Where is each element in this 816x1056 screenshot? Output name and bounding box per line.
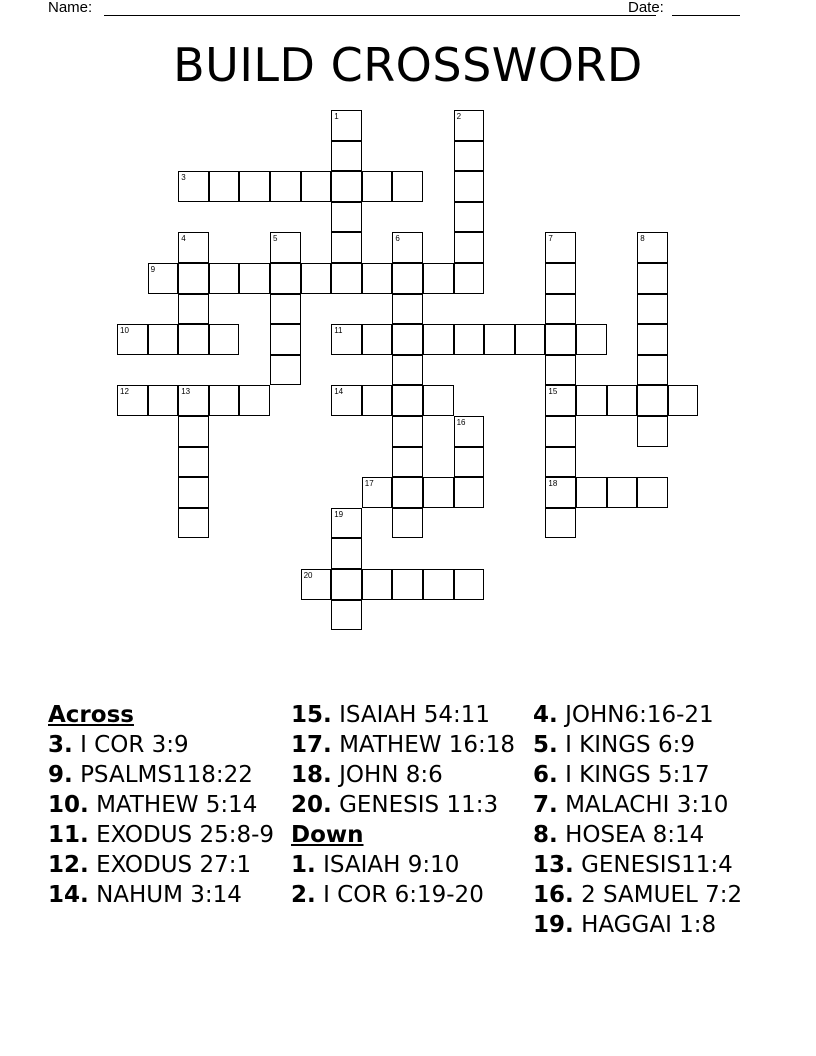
clue-number: 4 — [181, 234, 186, 244]
across-clue: 9. PSALMS118:22 — [48, 762, 253, 788]
grid-cell[interactable] — [484, 324, 515, 355]
grid-cell[interactable] — [209, 171, 240, 202]
grid-cell[interactable] — [209, 385, 240, 416]
grid-cell[interactable] — [454, 263, 485, 294]
grid-cell[interactable] — [454, 232, 485, 263]
across-clue: 3. I COR 3:9 — [48, 732, 189, 758]
across-clue: 20. GENESIS 11:3 — [291, 792, 499, 818]
grid-cell[interactable] — [392, 232, 423, 263]
grid-cell[interactable] — [209, 263, 240, 294]
across-clue: 14. NAHUM 3:14 — [48, 882, 242, 908]
page-title: BUILD CROSSWORD — [173, 38, 643, 92]
down-clue: 16. 2 SAMUEL 7:2 — [533, 882, 743, 908]
clue-number: 6 — [395, 234, 400, 244]
down-clue: 19. HAGGAI 1:8 — [533, 912, 717, 938]
grid-cell[interactable] — [454, 324, 485, 355]
grid-cell[interactable] — [148, 385, 179, 416]
grid-cell[interactable] — [454, 447, 485, 478]
grid-cell[interactable] — [331, 232, 362, 263]
across-clue: 11. EXODUS 25:8-9 — [48, 822, 275, 848]
down-clue: 2. I COR 6:19-20 — [291, 882, 484, 908]
grid-cell[interactable] — [331, 508, 362, 539]
grid-cell[interactable] — [423, 569, 454, 600]
grid-cell[interactable] — [545, 355, 576, 386]
grid-cell[interactable] — [454, 110, 485, 141]
down-clue: 13. GENESIS11:4 — [533, 852, 733, 878]
grid-cell[interactable] — [637, 477, 668, 508]
clue-number: 1 — [334, 112, 339, 121]
grid-cell[interactable] — [239, 263, 270, 294]
clue-column-3 — [533, 703, 768, 943]
grid-cell[interactable] — [545, 324, 576, 355]
clue-number: 15 — [548, 387, 558, 397]
grid-cell[interactable] — [148, 324, 179, 355]
clue-number: 11 — [334, 326, 343, 336]
grid-cell[interactable] — [331, 141, 362, 172]
grid-cell[interactable] — [454, 416, 485, 447]
down-clue: 6. I KINGS 5:17 — [533, 762, 710, 788]
grid-cell[interactable] — [239, 385, 270, 416]
clue-number: 12 — [120, 387, 129, 397]
grid-cell[interactable] — [392, 385, 423, 416]
grid-cell[interactable] — [545, 263, 576, 294]
across-clue: 12. EXODUS 27:1 — [48, 852, 252, 878]
grid-cell[interactable] — [392, 263, 423, 294]
grid-cell[interactable] — [545, 416, 576, 447]
grid-cell[interactable] — [362, 171, 393, 202]
grid-cell[interactable] — [178, 385, 209, 416]
clue-number: 13 — [181, 387, 191, 397]
clue-number: 18 — [548, 479, 558, 489]
grid-cell[interactable] — [423, 477, 454, 508]
grid-cell[interactable] — [270, 355, 301, 386]
down-heading: Down — [291, 822, 364, 848]
grid-cell[interactable] — [392, 569, 423, 600]
grid-cell[interactable] — [454, 171, 485, 202]
grid-cell[interactable] — [117, 385, 148, 416]
down-clue: 8. HOSEA 8:14 — [533, 822, 705, 848]
grid-cell[interactable] — [270, 263, 301, 294]
grid-cell[interactable] — [545, 294, 576, 325]
clue-column-1 — [48, 703, 283, 913]
grid-cell[interactable] — [331, 263, 362, 294]
grid-cell[interactable] — [178, 447, 209, 478]
grid-cell[interactable] — [178, 294, 209, 325]
grid-cell[interactable] — [545, 232, 576, 263]
grid-cell[interactable] — [392, 171, 423, 202]
across-clue: 15. ISAIAH 54:11 — [291, 702, 491, 728]
down-clue: 5. I KINGS 6:9 — [533, 732, 695, 758]
grid-cell[interactable] — [423, 324, 454, 355]
grid-cell[interactable] — [239, 171, 270, 202]
grid-cell[interactable] — [209, 324, 240, 355]
grid-cell[interactable] — [668, 385, 699, 416]
grid-cell[interactable] — [178, 508, 209, 539]
grid-cell[interactable] — [331, 110, 362, 141]
grid-cell[interactable] — [362, 263, 393, 294]
grid-cell[interactable] — [331, 385, 362, 416]
grid-cell[interactable] — [178, 263, 209, 294]
grid-cell[interactable] — [637, 416, 668, 447]
grid-cell[interactable] — [331, 600, 362, 631]
clue-number: 8 — [640, 234, 645, 244]
grid-cell[interactable] — [178, 416, 209, 447]
clue-number: 19 — [334, 509, 344, 519]
grid-cell[interactable] — [545, 477, 576, 508]
grid-cell[interactable] — [392, 447, 423, 478]
grid-cell[interactable] — [423, 385, 454, 416]
clue-number: 20 — [303, 571, 313, 580]
clue-number: 14 — [334, 387, 344, 397]
grid-cell[interactable] — [637, 263, 668, 294]
grid-cell[interactable] — [117, 324, 148, 355]
grid-cell[interactable] — [637, 294, 668, 325]
grid-cell[interactable] — [576, 324, 607, 355]
clue-number: 10 — [120, 326, 129, 336]
grid-cell[interactable] — [454, 477, 485, 508]
grid-cell[interactable] — [392, 508, 423, 539]
name-label: Name: — [48, 0, 93, 16]
across-clue: 10. MATHEW 5:14 — [48, 792, 258, 818]
grid-cell[interactable] — [331, 538, 362, 569]
grid-cell[interactable] — [576, 385, 607, 416]
clue-number: 16 — [456, 418, 466, 427]
grid-cell[interactable] — [301, 171, 332, 202]
grid-cell[interactable] — [392, 324, 423, 355]
grid-cell[interactable] — [178, 477, 209, 508]
grid-cell[interactable] — [270, 232, 301, 263]
grid-cell[interactable] — [392, 477, 423, 508]
grid-cell[interactable] — [331, 569, 362, 600]
grid-cell[interactable] — [637, 355, 668, 386]
grid-cell[interactable] — [454, 202, 485, 233]
clue-number: 9 — [150, 265, 156, 274]
grid-cell[interactable] — [178, 324, 209, 355]
grid-cell[interactable] — [331, 171, 362, 202]
grid-cell[interactable] — [362, 385, 393, 416]
clue-column-2 — [291, 703, 526, 913]
grid-cell[interactable] — [362, 477, 393, 508]
grid-cell[interactable] — [637, 324, 668, 355]
grid-cell[interactable] — [270, 171, 301, 202]
grid-cell[interactable] — [607, 385, 638, 416]
grid-cell[interactable] — [545, 508, 576, 539]
grid-cell[interactable] — [392, 294, 423, 325]
clue-number: 5 — [273, 234, 278, 244]
grid-cell[interactable] — [545, 385, 576, 416]
grid-cell[interactable] — [423, 263, 454, 294]
grid-cell[interactable] — [178, 232, 209, 263]
grid-cell[interactable] — [362, 569, 393, 600]
clue-number: 7 — [548, 234, 553, 244]
across-clue: 18. JOHN 8:6 — [291, 762, 443, 788]
down-clue: 7. MALACHI 3:10 — [533, 792, 729, 818]
clue-number: 2 — [456, 112, 462, 121]
down-clue: 1. ISAIAH 9:10 — [291, 852, 460, 878]
grid-cell[interactable] — [331, 324, 362, 355]
across-clue: 17. MATHEW 16:18 — [291, 732, 516, 758]
grid-cell[interactable] — [637, 232, 668, 263]
grid-cell[interactable] — [301, 263, 332, 294]
across-heading: Across — [48, 702, 134, 728]
grid-cell[interactable] — [515, 324, 546, 355]
grid-cell[interactable] — [392, 416, 423, 447]
grid-cell[interactable] — [392, 355, 423, 386]
clue-number: 3 — [181, 173, 186, 183]
grid-cell[interactable] — [178, 171, 209, 202]
grid-cell[interactable] — [148, 263, 179, 294]
grid-cell[interactable] — [331, 202, 362, 233]
grid-cell[interactable] — [454, 141, 485, 172]
date-label: Date: — [628, 0, 664, 16]
grid-cell[interactable] — [607, 477, 638, 508]
grid-cell[interactable] — [545, 447, 576, 478]
grid-cell[interactable] — [576, 477, 607, 508]
grid-cell[interactable] — [270, 324, 301, 355]
clue-number: 17 — [364, 479, 374, 489]
grid-cell[interactable] — [270, 294, 301, 325]
grid-cell[interactable] — [637, 385, 668, 416]
grid-cell[interactable] — [454, 569, 485, 600]
grid-cell[interactable] — [362, 324, 393, 355]
grid-cell[interactable] — [301, 569, 332, 600]
down-clue: 4. JOHN6:16-21 — [533, 702, 714, 728]
